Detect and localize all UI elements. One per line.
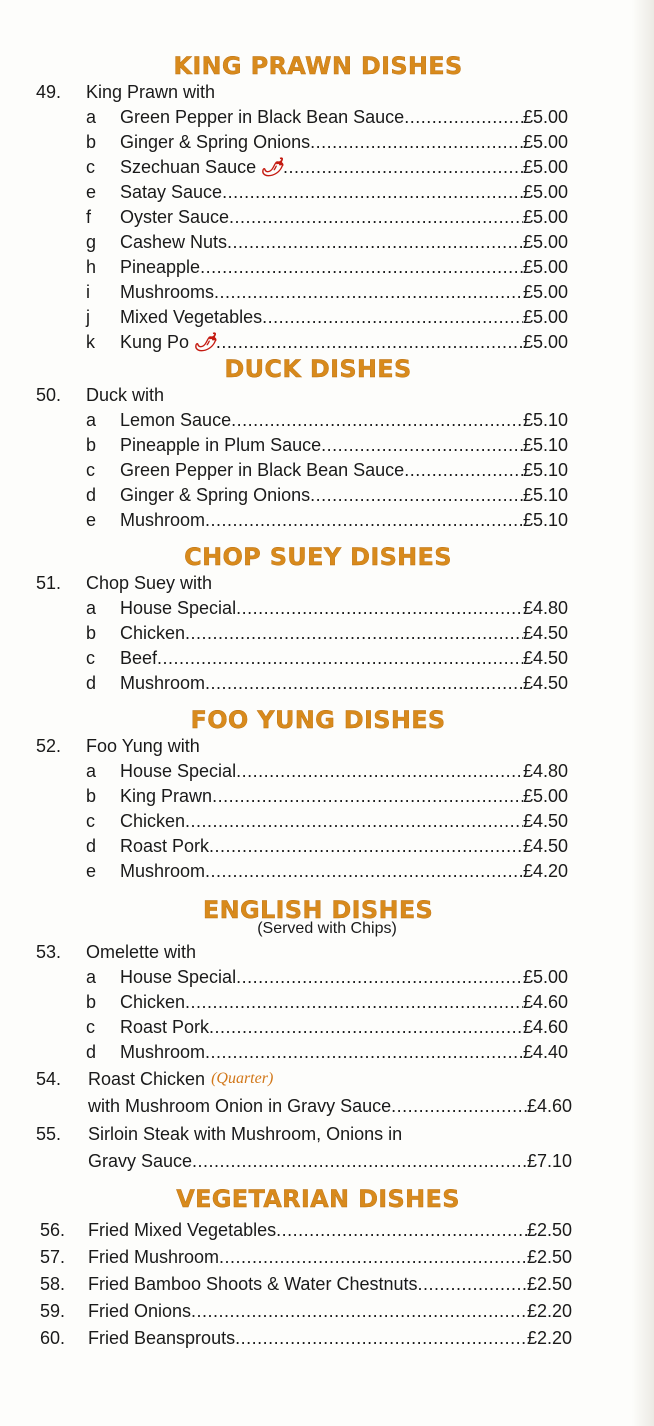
dish-group-heading xyxy=(0,571,654,596)
dish-group-heading xyxy=(0,734,654,759)
menu-item xyxy=(0,759,654,784)
leader-dots xyxy=(214,280,523,305)
dotted-line xyxy=(120,280,568,305)
item-letter: h xyxy=(86,257,97,277)
dish-name: Green Pepper in Black Bean Sauce xyxy=(120,460,405,480)
item-letter: e xyxy=(86,861,97,881)
dish-group-label: Omelette with xyxy=(86,942,197,962)
dotted-line xyxy=(120,809,568,834)
dish-name: Fried Onions xyxy=(88,1301,192,1321)
dish-price: £5.00 xyxy=(522,967,568,987)
dish-price: £4.50 xyxy=(522,811,568,831)
dotted-line xyxy=(120,130,568,155)
dish-group-label: Foo Yung with xyxy=(86,736,200,756)
item-letter: d xyxy=(86,836,97,856)
dish-name: Beef xyxy=(120,648,158,668)
dish-name: Kung Po xyxy=(120,332,190,352)
dish-name: Roast Pork xyxy=(120,1017,210,1037)
dish-name: Cashew Nuts xyxy=(120,232,228,252)
menu-item xyxy=(0,1325,654,1352)
dish-price: £4.80 xyxy=(522,761,568,781)
dish-number: 56. xyxy=(40,1220,66,1240)
dish-name: Fried Mushroom xyxy=(88,1247,220,1267)
leader-dots xyxy=(209,1015,523,1040)
item-letter: a xyxy=(86,598,97,618)
menu-item xyxy=(0,784,654,809)
dish-number: 52. xyxy=(36,736,62,756)
item-letter: c xyxy=(86,157,95,177)
dish-number: 58. xyxy=(40,1274,66,1294)
leader-dots xyxy=(231,408,523,433)
dotted-line xyxy=(120,621,568,646)
dotted-line xyxy=(88,1244,572,1271)
item-letter: k xyxy=(86,332,95,352)
dish-number: 57. xyxy=(40,1247,66,1267)
dish-name: Ginger & Spring Onions xyxy=(120,132,311,152)
item-letter: e xyxy=(86,182,97,202)
dotted-line xyxy=(88,1148,572,1175)
dish-name: Pineapple xyxy=(120,257,201,277)
dotted-line xyxy=(120,671,568,696)
dotted-line xyxy=(88,1217,572,1244)
menu-item xyxy=(0,205,654,230)
dotted-line xyxy=(88,1093,572,1120)
menu-item xyxy=(0,1298,654,1325)
dish-price: £2.50 xyxy=(526,1274,572,1294)
menu-item xyxy=(0,305,654,330)
item-letter: b xyxy=(86,786,97,806)
leader-dots xyxy=(229,205,523,230)
menu-item xyxy=(0,834,654,859)
item-letter: e xyxy=(86,510,97,530)
chili-icon: 🌶 xyxy=(260,157,283,177)
item-letter: b xyxy=(86,992,97,1012)
menu-item xyxy=(0,1040,654,1065)
menu-item xyxy=(0,433,654,458)
dish-price: £5.00 xyxy=(522,232,568,252)
dotted-line xyxy=(88,1325,572,1352)
leader-dots xyxy=(205,508,523,533)
menu-item xyxy=(0,105,654,130)
item-letter: c xyxy=(86,460,95,480)
menu-item-continued xyxy=(0,1148,654,1175)
dish-name: Sirloin Steak with Mushroom, Onions in xyxy=(88,1124,403,1144)
dish-name: Mushroom xyxy=(120,510,206,530)
menu-item xyxy=(0,1120,654,1148)
menu-item xyxy=(0,596,654,621)
menu-item xyxy=(0,408,654,433)
menu-item xyxy=(0,809,654,834)
leader-dots xyxy=(227,230,523,255)
dotted-line xyxy=(120,230,568,255)
menu-item xyxy=(0,1271,654,1298)
dish-price: £4.60 xyxy=(526,1096,572,1116)
dish-name: Mushrooms xyxy=(120,282,215,302)
leader-dots xyxy=(262,305,523,330)
section-title: VEGETARIAN DISHES xyxy=(176,1185,460,1213)
dish-name-continued: Gravy Sauce xyxy=(88,1151,193,1171)
menu-item xyxy=(0,508,654,533)
item-letter: d xyxy=(86,485,97,505)
dotted-line xyxy=(120,180,568,205)
item-letter: d xyxy=(86,673,97,693)
menu-item xyxy=(0,1217,654,1244)
leader-dots xyxy=(185,990,523,1015)
dish-price: £4.80 xyxy=(522,598,568,618)
dish-name-continued: with Mushroom Onion in Gravy Sauce xyxy=(88,1096,392,1116)
dish-group-label: King Prawn with xyxy=(86,82,216,102)
dish-group-heading xyxy=(0,940,654,965)
dotted-line xyxy=(120,834,568,859)
item-letter: a xyxy=(86,761,97,781)
leader-dots xyxy=(236,965,523,990)
dish-number: 51. xyxy=(36,573,62,593)
dish-name: Fried Bamboo Shoots & Water Chestnuts xyxy=(88,1274,418,1294)
dish-name: Lemon Sauce xyxy=(120,410,232,430)
menu-item xyxy=(0,859,654,884)
dish-price: £4.60 xyxy=(522,992,568,1012)
dish-name: House Special xyxy=(120,598,237,618)
leader-dots xyxy=(321,433,523,458)
item-letter: c xyxy=(86,811,95,831)
dish-price: £4.50 xyxy=(522,673,568,693)
leader-dots xyxy=(205,859,523,884)
dish-price: £4.50 xyxy=(522,648,568,668)
leader-dots xyxy=(219,1244,527,1271)
dotted-line xyxy=(120,205,568,230)
leader-dots xyxy=(235,1325,527,1352)
leader-dots xyxy=(222,180,523,205)
dish-price: £4.40 xyxy=(522,1042,568,1062)
page-edge-shadow xyxy=(632,0,654,1426)
dish-name: Green Pepper in Black Bean Sauce xyxy=(120,107,405,127)
dish-group-label: Duck with xyxy=(86,385,165,405)
dish-name: Fried Mixed Vegetables xyxy=(88,1220,277,1240)
dish-name: Mushroom xyxy=(120,673,206,693)
dotted-line xyxy=(88,1298,572,1325)
dotted-line xyxy=(88,1271,572,1298)
item-letter: d xyxy=(86,1042,97,1062)
dish-name: Chicken xyxy=(120,623,186,643)
leader-dots xyxy=(216,330,523,355)
leader-dots xyxy=(276,1217,527,1244)
chili-icon: 🌶 xyxy=(193,332,216,352)
menu-item xyxy=(0,671,654,696)
leader-dots xyxy=(209,834,523,859)
leader-dots xyxy=(212,784,523,809)
dish-name: Ginger & Spring Onions xyxy=(120,485,311,505)
item-letter: c xyxy=(86,1017,95,1037)
dish-price: £2.20 xyxy=(526,1301,572,1321)
dotted-line xyxy=(120,305,568,330)
item-letter: i xyxy=(86,282,90,302)
dish-name: King Prawn xyxy=(120,786,213,806)
dotted-line xyxy=(120,433,568,458)
dish-name: House Special xyxy=(120,761,237,781)
item-letter: b xyxy=(86,435,97,455)
dish-number: 55. xyxy=(36,1124,62,1144)
dish-number: 50. xyxy=(36,385,62,405)
leader-dots xyxy=(236,759,523,784)
dish-number: 60. xyxy=(40,1328,66,1348)
dish-name: Mushroom xyxy=(120,1042,206,1062)
leader-dots xyxy=(283,155,523,180)
leader-dots xyxy=(404,105,523,130)
dish-price: £2.50 xyxy=(526,1247,572,1267)
dish-price: £5.10 xyxy=(522,460,568,480)
dotted-line xyxy=(120,105,568,130)
menu-item xyxy=(0,180,654,205)
item-letter: f xyxy=(86,207,92,227)
dish-name: Szechuan Sauce xyxy=(120,157,257,177)
item-letter: g xyxy=(86,232,97,252)
leader-dots xyxy=(191,1298,527,1325)
leader-dots xyxy=(200,255,523,280)
dish-price: £5.00 xyxy=(522,332,568,352)
dish-number: 59. xyxy=(40,1301,66,1321)
menu-item xyxy=(0,1244,654,1271)
dish-price: £5.00 xyxy=(522,132,568,152)
indent xyxy=(0,1148,88,1175)
dotted-line xyxy=(120,408,568,433)
menu-item xyxy=(0,990,654,1015)
dotted-line xyxy=(120,155,568,180)
section-title: KING PRAWN DISHES xyxy=(173,52,463,80)
dotted-line xyxy=(120,965,568,990)
dish-number: 54. xyxy=(36,1069,62,1089)
section-subtitle: (Served with Chips) xyxy=(257,920,397,937)
menu-item xyxy=(0,230,654,255)
dish-name: Chicken xyxy=(120,992,186,1012)
dish-price: £4.60 xyxy=(522,1017,568,1037)
dish-name: Mixed Vegetables xyxy=(120,307,263,327)
dish-price: £5.10 xyxy=(522,435,568,455)
leader-dots xyxy=(310,483,523,508)
menu-item-continued xyxy=(0,1093,654,1120)
dish-price: £5.00 xyxy=(522,207,568,227)
item-letter: b xyxy=(86,623,97,643)
leader-dots xyxy=(185,809,523,834)
menu-item xyxy=(0,330,654,355)
item-letter: a xyxy=(86,107,97,127)
dish-price: £7.10 xyxy=(526,1151,572,1171)
dish-price: £4.50 xyxy=(522,836,568,856)
dish-number: 53. xyxy=(36,942,62,962)
item-letter: a xyxy=(86,410,97,430)
dotted-line xyxy=(120,596,568,621)
dotted-line xyxy=(120,1015,568,1040)
dish-price: £5.00 xyxy=(522,786,568,806)
dotted-line xyxy=(120,646,568,671)
dish-name: House Special xyxy=(120,967,237,987)
menu-item xyxy=(0,130,654,155)
dish-name: Pineapple in Plum Sauce xyxy=(120,435,322,455)
dish-group-heading xyxy=(0,383,654,408)
dish-price: £5.00 xyxy=(522,307,568,327)
section-title: CHOP SUEY DISHES xyxy=(184,543,452,571)
leader-dots xyxy=(236,596,523,621)
dish-name: Oyster Sauce xyxy=(120,207,230,227)
dotted-line xyxy=(120,759,568,784)
dish-price: £5.00 xyxy=(522,157,568,177)
dotted-line xyxy=(120,1040,568,1065)
dish-note: (Quarter) xyxy=(211,1070,274,1087)
dish-price: £5.00 xyxy=(522,257,568,277)
dotted-line xyxy=(120,483,568,508)
dotted-line xyxy=(120,508,568,533)
leader-dots xyxy=(157,646,523,671)
dotted-line xyxy=(120,990,568,1015)
menu-item xyxy=(0,255,654,280)
dotted-line xyxy=(120,784,568,809)
leader-dots xyxy=(391,1093,527,1120)
dish-price: £2.50 xyxy=(526,1220,572,1240)
leader-dots xyxy=(205,671,523,696)
section-title: DUCK DISHES xyxy=(224,355,412,383)
dish-price: £4.50 xyxy=(522,623,568,643)
dish-name: Roast Chicken xyxy=(88,1069,206,1089)
dotted-line xyxy=(120,330,568,355)
item-letter: a xyxy=(86,967,97,987)
dotted-line xyxy=(120,859,568,884)
menu-item xyxy=(0,280,654,305)
dish-name: Satay Sauce xyxy=(120,182,223,202)
item-letter: j xyxy=(86,307,90,327)
leader-dots xyxy=(417,1271,526,1298)
leader-dots xyxy=(404,458,523,483)
dotted-line xyxy=(120,255,568,280)
menu-item xyxy=(0,965,654,990)
section-title: ENGLISH DISHES xyxy=(202,896,434,924)
leader-dots xyxy=(205,1040,523,1065)
dish-number: 49. xyxy=(36,82,62,102)
leader-dots xyxy=(192,1148,527,1175)
dotted-line xyxy=(120,458,568,483)
menu-item xyxy=(0,483,654,508)
dish-price: £4.20 xyxy=(522,861,568,881)
dish-group-label: Chop Suey with xyxy=(86,573,213,593)
section-title: FOO YUNG DISHES xyxy=(190,706,446,734)
dish-name: Mushroom xyxy=(120,861,206,881)
dish-price: £5.10 xyxy=(522,485,568,505)
dish-price: £5.00 xyxy=(522,107,568,127)
indent xyxy=(0,1093,88,1120)
menu-item xyxy=(0,155,654,180)
menu-item xyxy=(0,1065,654,1093)
menu-item xyxy=(0,1015,654,1040)
menu-item xyxy=(0,458,654,483)
leader-dots xyxy=(310,130,523,155)
dish-price: £5.00 xyxy=(522,182,568,202)
item-letter: b xyxy=(86,132,97,152)
leader-dots xyxy=(185,621,523,646)
dish-price: £2.20 xyxy=(526,1328,572,1348)
item-letter: c xyxy=(86,648,95,668)
dish-group-heading xyxy=(0,80,654,105)
dish-price: £5.10 xyxy=(522,410,568,430)
menu-item xyxy=(0,621,654,646)
dish-price: £5.00 xyxy=(522,282,568,302)
dish-price: £5.10 xyxy=(522,510,568,530)
dish-name: Chicken xyxy=(120,811,186,831)
dish-name: Fried Beansprouts xyxy=(88,1328,236,1348)
menu-item xyxy=(0,646,654,671)
dish-name: Roast Pork xyxy=(120,836,210,856)
